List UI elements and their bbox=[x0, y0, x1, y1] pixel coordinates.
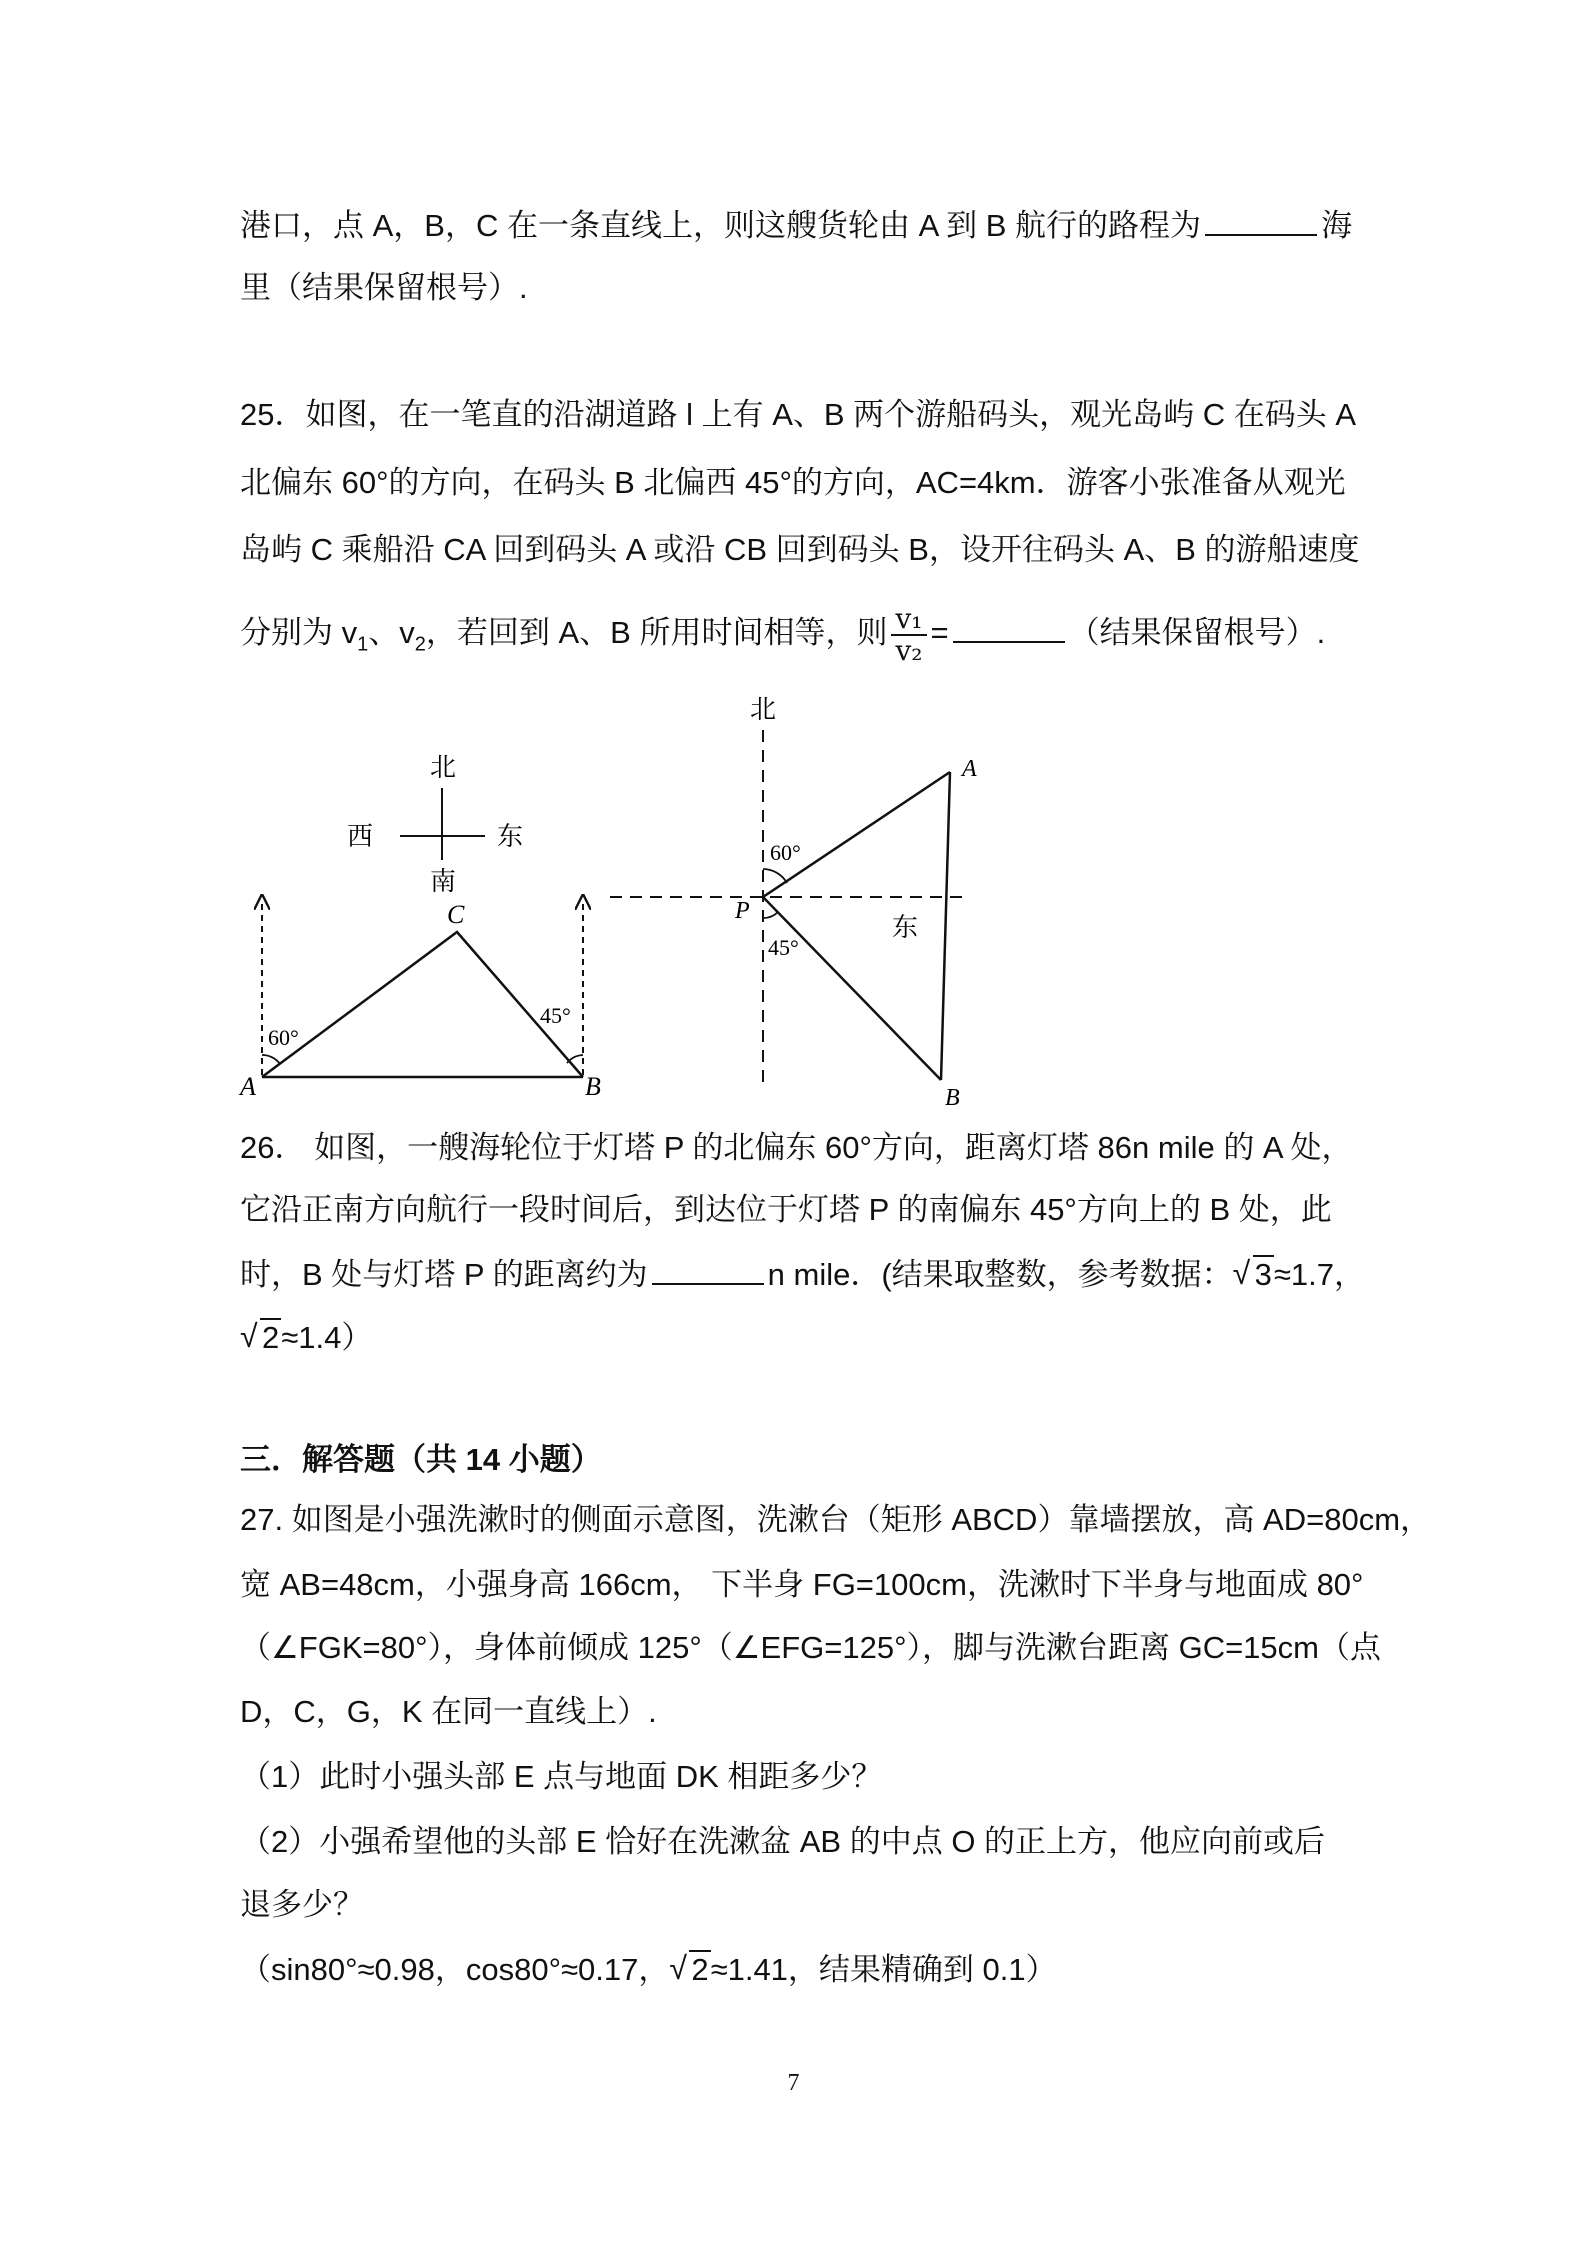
point-label-P: P bbox=[735, 898, 750, 924]
q26-line-4 bbox=[240, 1318, 1355, 1358]
text-span: n mile．(结果取整数，参考数据： bbox=[767, 1257, 1233, 1292]
page-number: 7 bbox=[787, 2070, 800, 2096]
text-span: 时，B 处与灯塔 P 的距离约为 bbox=[240, 1257, 648, 1292]
answer-blank bbox=[953, 615, 1065, 643]
answer-blank bbox=[1205, 208, 1317, 236]
text-span: ≈1.4） bbox=[281, 1320, 373, 1355]
north-label: 北 bbox=[750, 695, 777, 725]
east-label: 东 bbox=[892, 913, 919, 943]
section-heading: 三．解答题（共 14 小题） bbox=[240, 1442, 602, 1477]
compass-west-label: 西 bbox=[347, 822, 374, 852]
point-label-A: A bbox=[962, 756, 977, 782]
q25-line-2: 北偏东 60°的方向，在码头 B 北偏西 45°的方向，AC=4km．游客小张准备从观光 bbox=[240, 465, 1346, 500]
text-span: 海 bbox=[1321, 208, 1353, 243]
segment-AB bbox=[941, 772, 950, 1080]
figure-q26-lighthouse bbox=[600, 690, 1020, 1110]
text-span: = bbox=[930, 615, 949, 651]
point-label-B: B bbox=[945, 1085, 960, 1110]
radicand: 2 bbox=[262, 1320, 280, 1355]
prev-question-line-1 bbox=[240, 206, 1355, 246]
triangle-PAB bbox=[763, 772, 950, 1080]
q25-line-1: 25．如图，在一笔直的沿湖道路 l 上有 A、B 两个游船码头，观光岛屿 C 在码头 A bbox=[240, 397, 1357, 432]
text-span: （sin80°≈0.98，cos80°≈0.17， bbox=[240, 1952, 670, 1987]
text-span: 分别为 v bbox=[240, 615, 358, 651]
angle-label-A: 60° bbox=[268, 1025, 299, 1050]
answer-blank bbox=[652, 1257, 764, 1285]
triangle-ACB bbox=[262, 932, 583, 1077]
q27-line-3: （∠FGK=80°），身体前倾成 125°（∠EFG=125°），脚与洗漱台距离 GC=15cm（点 bbox=[240, 1630, 1381, 1665]
vertex-label-A: A bbox=[240, 1072, 256, 1101]
q27-subquestion-2-cont: 退多少？ bbox=[240, 1887, 364, 1922]
subscript: 2 bbox=[414, 633, 426, 656]
q27-subquestion-1: （1）此时小强头部 E 点与地面 DK 相距多少？ bbox=[240, 1759, 883, 1794]
compass-east-label: 东 bbox=[497, 822, 524, 852]
sqrt-2 bbox=[669, 1950, 710, 1990]
radicand: 3 bbox=[1254, 1257, 1272, 1292]
q26-line-2: 它沿正南方向航行一段时间后，到达位于灯塔 P 的南偏东 45°方向上的 B 处，此 bbox=[240, 1192, 1332, 1227]
fraction-numerator: v₁ bbox=[891, 604, 926, 636]
q25-line-3: 岛屿 C 乘船沿 CA 回到码头 A 或沿 CB 回到码头 B，设开往码头 A、B 的游船速度 bbox=[240, 532, 1360, 567]
sqrt-3 bbox=[1233, 1255, 1274, 1295]
q26-line-1: 26． 如图，一艘海轮位于灯塔 P 的北偏东 60°方向，距离灯塔 86n mile 的 A 处， bbox=[240, 1130, 1353, 1165]
angle-arc-60 bbox=[763, 869, 787, 883]
prev-question-line-2: 里（结果保留根号）. bbox=[240, 270, 528, 305]
text-span: 、v bbox=[368, 615, 415, 651]
q26-line-3 bbox=[240, 1255, 1366, 1295]
q27-line-2: 宽 AB=48cm，小强身高 166cm， 下半身 FG=100cm，洗漱时下半身与地面成 80° bbox=[240, 1567, 1364, 1602]
q27-line-1: 27. 如图是小强洗漱时的侧面示意图，洗漱台（矩形 ABCD）靠墙摆放，高 AD=80cm， bbox=[240, 1502, 1432, 1537]
fraction-denominator: v₂ bbox=[895, 634, 923, 667]
text-span: （结果保留根号）. bbox=[1068, 615, 1326, 651]
q27-hint bbox=[240, 1950, 1355, 1990]
text-span: 港口，点 A，B，C 在一条直线上，则这艘货轮由 A 到 B 航行的路程为 bbox=[240, 208, 1202, 243]
q27-subquestion-2: （2）小强希望他的头部 E 恰好在洗漱盆 AB 的中点 O 的正上方，他应向前或后 bbox=[240, 1824, 1326, 1859]
sqrt-2 bbox=[240, 1318, 281, 1358]
radicand: 2 bbox=[691, 1952, 709, 1987]
vertex-label-C: C bbox=[447, 900, 465, 929]
compass-south-label: 南 bbox=[430, 867, 457, 897]
text-span: ，若回到 A、B 所用时间相等，则 bbox=[425, 615, 888, 651]
text-span: ≈1.7， bbox=[1273, 1257, 1366, 1292]
angle-label-45: 45° bbox=[768, 935, 799, 960]
angle-arc-A bbox=[262, 1055, 280, 1064]
fraction-v1-over-v2 bbox=[891, 604, 926, 666]
q25-line-4 bbox=[240, 604, 1355, 666]
text-span: ≈1.41，结果精确到 0.1） bbox=[710, 1952, 1057, 1987]
subscript: 1 bbox=[357, 633, 369, 656]
compass-north-label: 北 bbox=[430, 753, 457, 783]
angle-label-B: 45° bbox=[540, 1003, 571, 1028]
q27-line-4: D，C，G，K 在同一直线上）. bbox=[240, 1694, 657, 1729]
figure-q25-triangle bbox=[235, 740, 615, 1110]
vertex-label-B: B bbox=[585, 1072, 601, 1101]
angle-label-60: 60° bbox=[770, 840, 801, 865]
angle-arc-45 bbox=[763, 912, 778, 918]
